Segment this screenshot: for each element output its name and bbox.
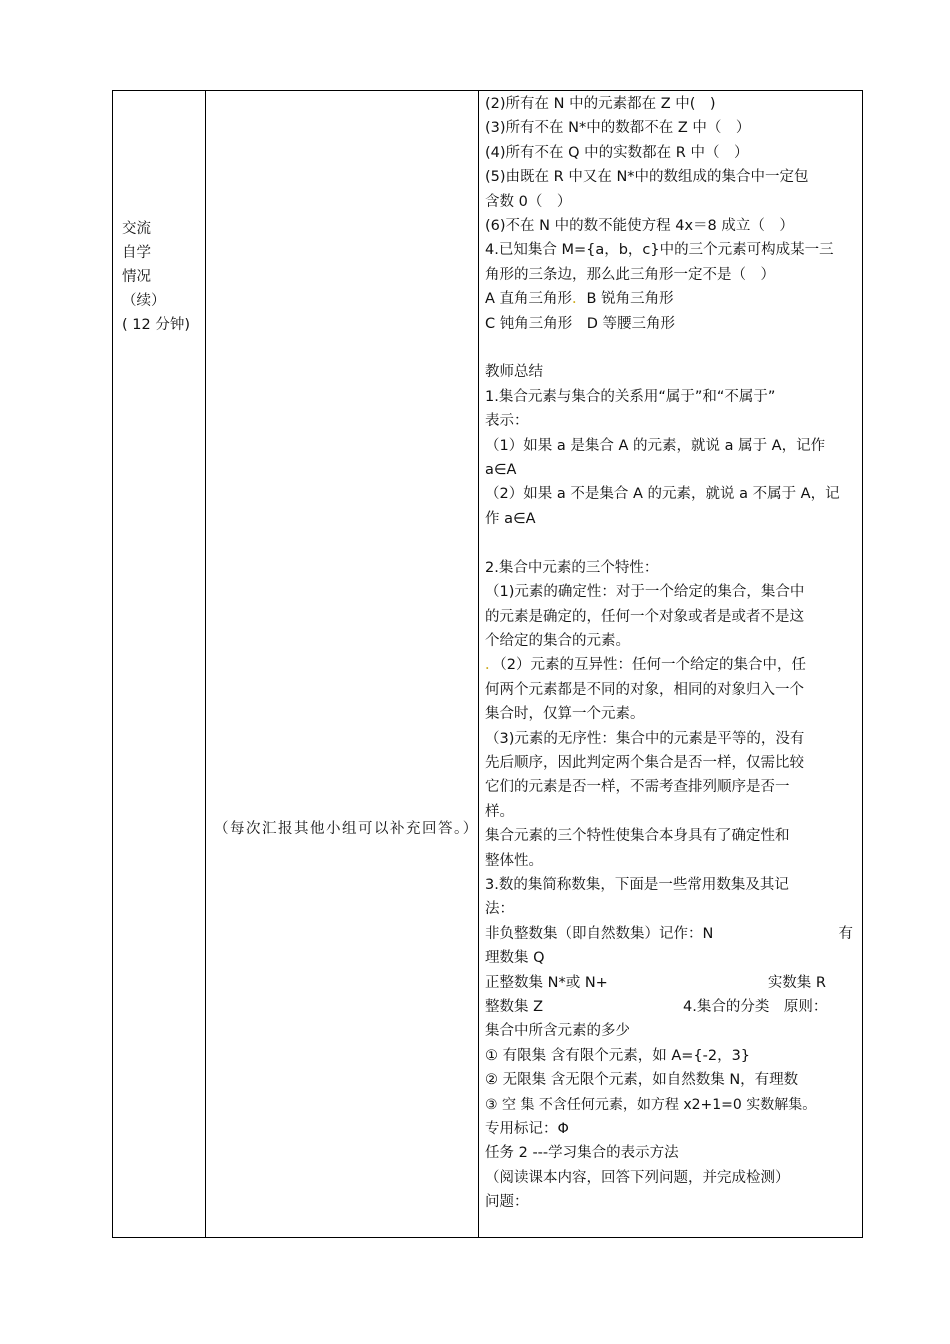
summary-line: 法： <box>485 901 514 918</box>
task-line: 问题： <box>485 1194 529 1211</box>
section-label-line: ( 12 分钟) <box>122 317 190 333</box>
section-label-line: （续） <box>122 293 166 309</box>
summary-line: 何两个元素都是不同的对象，相同的对象归入一个 <box>485 681 804 698</box>
option-b: B 锐角三角形 <box>586 291 674 308</box>
summary-line: 先后顺序，因此判定两个集合是否一样，仅需比较 <box>485 754 804 771</box>
dot-mark: ． <box>572 291 587 308</box>
option-line <box>485 287 853 311</box>
summary-line: a∈A <box>485 462 517 479</box>
summary-text: 实数集 R <box>767 974 826 991</box>
question-line: 含数 0（ ） <box>485 193 572 210</box>
section-label-line: 交流 <box>122 221 151 237</box>
summary-text: 整数集 Z <box>485 999 544 1015</box>
activity-cell <box>206 91 479 1238</box>
summary-line: 集合中所含元素的多少 <box>485 1023 630 1040</box>
summary-line: 2.集合中元素的三个特性： <box>485 559 659 576</box>
summary-text: 非负整数集（即自然数集）记作：N <box>485 925 714 942</box>
section-label <box>122 217 190 337</box>
option-line: C 钝角三角形 D 等腰三角形 <box>485 315 676 332</box>
question-line: (4)所有不在 Q 中的实数都在 R 中（ ） <box>485 144 749 161</box>
summary-line <box>485 653 853 677</box>
section-label-line: 情况 <box>122 269 151 285</box>
content-body <box>485 92 853 1215</box>
task-line: （阅读课本内容，回答下列问题，并完成检测） <box>485 1169 790 1186</box>
question-line: (6)不在 N 中的数不能使方程 4x＝8 成立（ ） <box>485 218 794 235</box>
spacer <box>485 336 853 360</box>
summary-line: （1)元素的确定性：对于一个给定的集合，集合中 <box>485 584 805 601</box>
question-line: (3)所有不在 N*中的数都不在 Z 中（ ） <box>485 120 751 137</box>
summary-line: 集合元素的三个特性使集合本身具有了确定性和 <box>485 828 790 845</box>
summary-title: 教师总结 <box>485 364 543 381</box>
question-line: 4.已知集合 M={a，b，c}中的三个元素可构成某一三 <box>485 242 834 259</box>
summary-line: 表示： <box>485 413 529 430</box>
summary-text: 4.集合的分类 原则： <box>683 999 828 1015</box>
summary-line: （2）如果 a 不是集合 A 的元素，就说 a 不属于 A，记 <box>485 486 840 503</box>
summary-line: 专用标记：Φ <box>485 1121 569 1138</box>
summary-line: 作 a∈A <box>485 510 536 527</box>
summary-line: （1）如果 a 是集合 A 的元素，就说 a 属于 A，记作 <box>485 437 826 454</box>
summary-line <box>485 971 853 995</box>
summary-line: 集合时，仅算一个元素。 <box>485 706 645 723</box>
summary-line: 理数集 Q <box>485 950 545 967</box>
summary-line: 它们的元素是否一样，不需考查排列顺序是否一 <box>485 779 790 796</box>
question-line: (5)由既在 R 中又在 N*中的数组成的集合中一定包 <box>485 169 809 186</box>
summary-line <box>485 922 853 946</box>
summary-line: 的元素是确定的，任何一个对象或者是或者不是这 <box>485 608 804 625</box>
section-label-line: 自学 <box>122 245 151 261</box>
option-a: A 直角三角形 <box>485 291 573 308</box>
summary-line <box>485 995 853 1019</box>
summary-line: （3)元素的无序性：集合中的元素是平等的，没有 <box>485 730 805 747</box>
task-line: 任务 2 ---学习集合的表示方法 <box>485 1145 679 1162</box>
question-line: (2)所有在 N 中的元素都在 Z 中( ) <box>485 96 716 112</box>
summary-line: 整体性。 <box>485 852 543 869</box>
summary-text: （2）元素的互异性：任何一个给定的集合中，任 <box>499 657 806 674</box>
question-line: 角形的三条边，那么此三角形一定不是（ ） <box>485 266 775 283</box>
summary-line: ③ 空 集 不含任何元素，如方程 x2+1=0 实数解集。 <box>485 1096 817 1113</box>
summary-text: 正整数集 N*或 N+ <box>485 974 608 991</box>
spacer <box>485 531 853 555</box>
activity-note: （每次汇报其他小组可以补充回答。） <box>214 821 479 837</box>
summary-line: ① 有限集 含有限个元素，如 A={-2，3} <box>485 1047 751 1064</box>
dot-mark: ． <box>485 657 500 674</box>
summary-line: 1.集合元素与集合的关系用“属于”和“不属于” <box>485 388 776 405</box>
summary-line: 个给定的集合的元素。 <box>485 632 630 649</box>
summary-line: ② 无限集 含无限个元素，如自然数集 N，有理数 <box>485 1072 799 1089</box>
summary-line: 3.数的集简称数集，下面是一些常用数集及其记 <box>485 876 789 893</box>
summary-line: 样。 <box>485 803 514 820</box>
summary-text: 有 <box>838 925 853 942</box>
